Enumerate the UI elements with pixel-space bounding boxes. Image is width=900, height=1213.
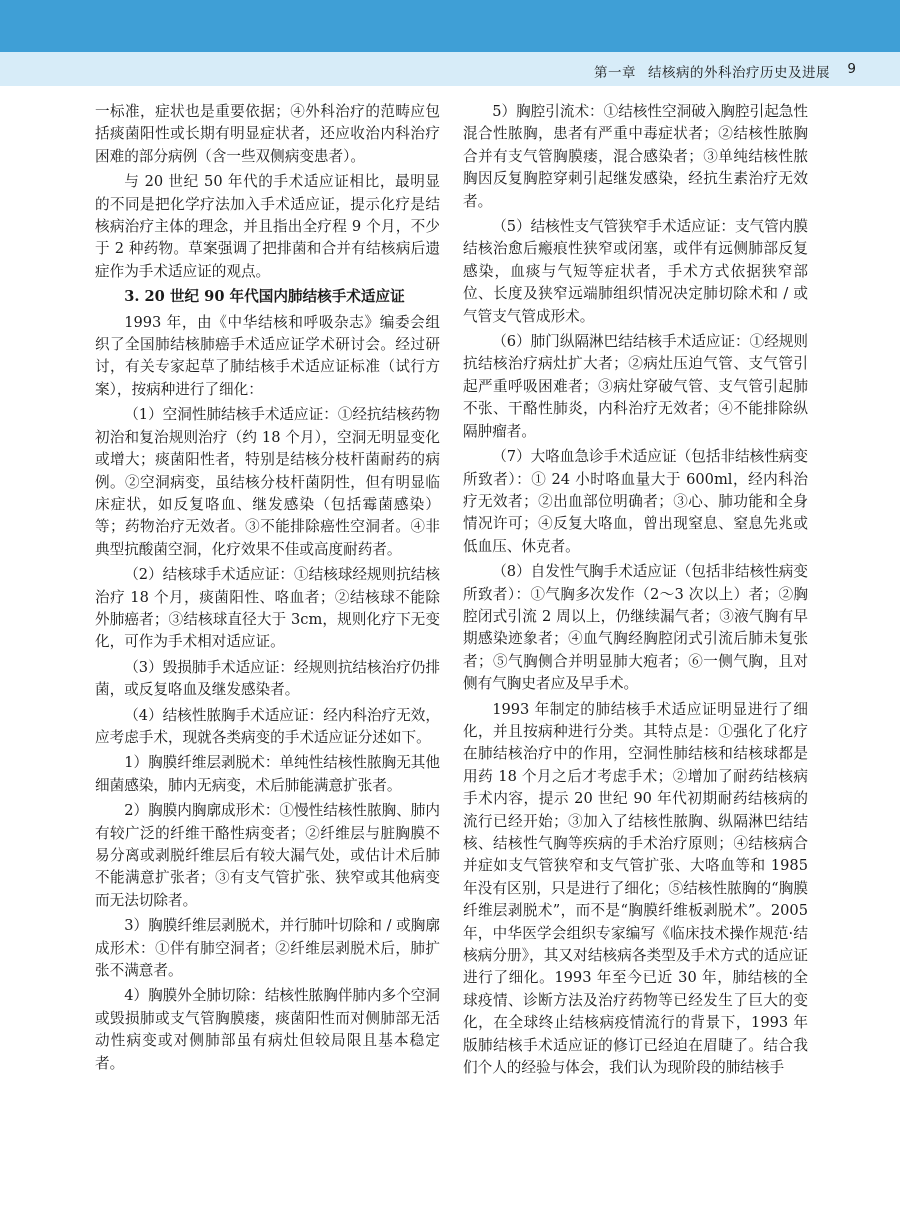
paragraph: 5）胸腔引流术：①结核性空洞破入胸腔引起急性混合性脓胸，患者有严重中毒症状者；②结核性脓胸合并有支气管胸膜瘘，混合感染者；③单纯结核性脓胸因反复胸腔穿刺引起继发感染，经抗生素治疗无效者。 bbox=[463, 103, 808, 210]
paragraph: 与 20 世纪 50 年代的手术适应证相比，最明显的不同是把化学疗法加入手术适应证，提示化疗是结核病治疗主体的理念，并且指出全疗程 9 个月，不少于 2 种药物。草案强调了把排菌和合并有结核病后遗症作为手术适应证的观点。 bbox=[95, 173, 440, 280]
paragraph: （6）肺门纵隔淋巴结结核手术适应证：①经规则抗结核治疗病灶扩大者；②病灶压迫气管、支气管引起严重呼吸困难者；③病灶穿破气管、支气管引起肺不张、干酪性肺炎，内科治疗无效者；④不能排除纵隔肿瘤者。 bbox=[463, 333, 808, 440]
paragraph: （4）结核性脓胸手术适应证：经内科治疗无效，应考虑手术，现就各类病变的手术适应证分述如下。 bbox=[95, 706, 440, 746]
paragraph: （1）空洞性肺结核手术适应证：①经抗结核药物初治和复治规则治疗（约 18 个月），空洞无明显变化或增大；痰菌阳性者，特别是结核分枝杆菌耐药的病例。②空洞病变，虽结核分枝杆菌阴性，但有明显临床症状，如反复咯血、继发感染（包括霉菌感染）等；药物治疗无效者。③不能排除癌性空洞者。④非典型抗酸菌空洞，化疗效果不佳或高度耐药者。 bbox=[95, 406, 440, 558]
paragraph: （2）结核球手术适应证：①结核球经规则抗结核治疗 18 个月，痰菌阳性、咯血者；②结核球不能除外肺癌者；③结核球直径大于 3cm，规则化疗下无变化，可作为手术相对适应证。 bbox=[95, 566, 440, 651]
top-color-bar bbox=[0, 0, 900, 52]
paragraph: 3）胸膜纤维层剥脱术，并行肺叶切除和 / 或胸廓成形术：①伴有肺空洞者；②纤维层剥脱术后，肺扩张不满意者。 bbox=[95, 917, 440, 980]
header-title-group bbox=[594, 61, 830, 81]
page-number: 9 bbox=[847, 61, 856, 77]
paragraph: （5）结核性支气管狭窄手术适应证：支气管内膜结核治愈后瘢痕性狭窄或闭塞，或伴有远侧肺部反复感染，血痰与气短等症状者，手术方式依据狭窄部位、长度及狭窄远端肺组织情况决定肺切除术和 / 或气管支气管成形术。 bbox=[463, 218, 808, 325]
paragraph: （7）大咯血急诊手术适应证（包括非结核性病变所致者）：① 24 小时咯血量大于 600ml，经内科治疗无效者；②出血部位明确者；③心、肺功能和全身情况许可；④反复大咯血，曾出现窒息、窒息先兆或低血压、休克者。 bbox=[463, 448, 808, 555]
paragraph: 1）胸膜纤维层剥脱术：单纯性结核性脓胸无其他细菌感染，肺内无病变，术后肺能满意扩张者。 bbox=[95, 754, 440, 794]
paragraph: 一标准，症状也是重要依据；④外科治疗的范畴应包括痰菌阳性或长期有明显症状者，还应收治内科治疗困难的部分病例（含一些双侧病变患者）。 bbox=[95, 103, 440, 165]
left-column bbox=[95, 101, 440, 1078]
paragraph: （8）自发性气胸手术适应证（包括非结核性病变所致者）：①气胸多次发作（2～3 次以上）者；②胸腔闭式引流 2 周以上，仍继续漏气者；③液气胸有早期感染迹象者；④血气胸经胸腔闭式引流后肺未复张者；⑤气胸侧合并明显肺大疱者；⑥一侧气胸，且对侧有气胸史者应及早手术。 bbox=[463, 563, 808, 693]
section-heading: 3. 20 世纪 90 年代国内肺结核手术适应证 bbox=[124, 288, 405, 306]
paragraph: （3）毁损肺手术适应证：经规则抗结核治疗仍排菌，或反复咯血及继发感染者。 bbox=[95, 658, 440, 699]
paragraph: 4）胸膜外全肺切除：结核性脓胸伴肺内多个空洞或毁损肺或支气管胸膜瘘，痰菌阳性而对侧肺部无活动性病变或对侧肺部虽有病灶但较局限且基本稳定者。 bbox=[95, 987, 440, 1072]
paragraph: 1993 年制定的肺结核手术适应证明显进行了细化，并且按病种进行分类。其特点是：①强化了化疗在肺结核治疗中的作用，空洞性肺结核和结核球都是用药 18 个月之后才考虑手术；②增加了耐药结核病手术内容，提示 20 世纪 90 年代初期耐药结核病的流行已经开始；③加入了结核性脓胸、纵隔淋巴结结核、结核性气胸等疾病的手术治疗原则；④结核病合并症如支气管狭窄和支气管扩张、大咯血等和 1985 年没有区别，只是进行了细化；⑤结核性脓胸的“胸膜纤维层剥脱术”，而不是“胸膜纤维板剥脱术”。2005 年，中华医学会组织专家编写《临床技术操作规范·结核病分册》，其又对结核病各类型及手术方式的适应证进行了细化。1993 年至今已近 30 年，肺结核的全球疫情、诊断方法及治疗药物等已经发生了巨大的变化，在全球终止结核病疫情流行的背景下，1993 年版肺结核手术适应证的修订已经迫在眉睫了。结合我们个人的经验与体会，我们认为现阶段的肺结核手 bbox=[463, 700, 808, 1077]
paragraph: 2）胸膜内胸廓成形术：①慢性结核性脓胸、肺内有较广泛的纤维干酪性病变者；②纤维层与脏胸膜不易分离或剥脱纤维层后有较大漏气处，或估计术后肺不能满意扩张者；③有支气管扩张、狭窄或其他病变而无法切除者。 bbox=[95, 802, 440, 909]
right-column bbox=[463, 101, 808, 1082]
paragraph: 1993 年，由《中华结核和呼吸杂志》编委会组织了全国肺结核肺癌手术适应证学术研讨会。经过研讨，有关专家起草了肺结核手术适应证标准（试行方案），按病种进行了细化： bbox=[95, 313, 440, 398]
chapter-label: 第一章 bbox=[594, 65, 636, 81]
running-header bbox=[0, 52, 900, 86]
chapter-title: 结核病的外科治疗历史及进展 bbox=[648, 65, 830, 81]
